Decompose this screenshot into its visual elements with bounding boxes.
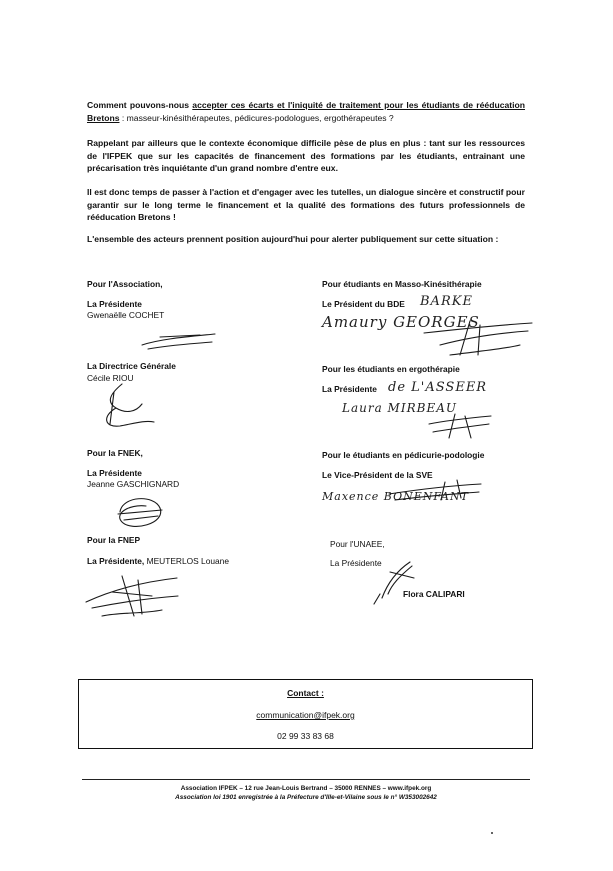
paragraph-question-underlined: accepter ces écarts et l'iniquité de traitement pour les étudiants de rééducation Bretons [87, 100, 526, 123]
contact-phone: 02 99 33 83 68 [277, 731, 334, 741]
contact-box [78, 679, 533, 749]
dg-name: Cécile RIOU [87, 373, 134, 383]
association-signature [140, 325, 220, 355]
association-role: La Présidente [87, 299, 142, 309]
ergo-signature [425, 412, 495, 442]
podo-role: Le Vice-Président de la SVE [322, 470, 433, 480]
contact-email[interactable]: communication@ifpek.org [256, 710, 355, 720]
footer-registration: Association loi 1901 enregistrée à la Préfecture d'Ille-et-Vilaine sous le n° W353002642 [175, 794, 437, 801]
paragraph-question [87, 99, 525, 124]
fnep-line [87, 556, 229, 567]
association-org: Pour l'Association, [87, 279, 163, 289]
podo-handwritten-1: Maxence BONENFANT [322, 490, 469, 503]
footer-divider [82, 779, 530, 780]
fnek-signature [110, 492, 170, 534]
footer-address: Association IFPEK – 12 rue Jean-Louis Bertrand – 35000 RENNES – www.ifpek.org [180, 785, 432, 792]
fnek-org: Pour la FNEK, [87, 448, 143, 458]
unaee-org: Pour l'UNAEE, [330, 539, 385, 549]
paragraph-question-start: Comment pouvons-nous [87, 100, 193, 110]
ergo-org: Pour les étudiants en ergothérapie [322, 364, 460, 374]
mk-signature [420, 315, 535, 360]
paragraph-action: Il est donc temps de passer à l'action et d'engager avec les tutelles, un dialogue sincère et constructif pour garantir sur le long terme le financement et la qualité des formations des futurs professionnels de rééducation Bretons ! [87, 187, 525, 222]
fnep-role: La Présidente, [87, 556, 145, 566]
fnep-name: MEUTERLOS Louane [146, 556, 229, 566]
fnek-role: La Présidente [87, 468, 142, 478]
dg-signature [92, 382, 162, 432]
mk-org: Pour étudiants en Masso-Kinésithérapie [322, 279, 482, 289]
mk-role: Le Président du BDE [322, 299, 405, 309]
fnep-org: Pour la FNEP [87, 535, 141, 545]
paragraph-question-end: : masseur-kinésithérapeutes, pédicures-podologues, ergothérapeutes ? [119, 112, 394, 123]
unaee-signature [370, 558, 420, 608]
ergo-role: La Présidente [322, 384, 377, 394]
unaee-role: La Présidente [330, 558, 382, 568]
association-name: Gwenaëlle COCHET [87, 310, 165, 320]
scan-speck [491, 832, 493, 834]
ergo-handwritten-2: Laura MIRBEAU [342, 401, 457, 415]
fnek-name: Jeanne GASCHIGNARD [87, 479, 180, 489]
paragraph-context: Rappelant par ailleurs que le contexte économique difficile pèse de plus en plus : tant sur les ressources de l'IFPEK que sur les capacités de financement des formations par les étudiants, entrainant une précarisation très inquiétante d'un grand nombre d'entre eux. [87, 138, 525, 173]
ergo-handwritten-1: de L'ASSEER [388, 380, 488, 395]
fnep-signature [82, 572, 182, 622]
contact-title: Contact : [287, 688, 324, 698]
mk-handwritten-2: Amaury GEORGES [322, 313, 480, 331]
paragraph-position: L'ensemble des acteurs prennent position aujourd'hui pour alerter publiquement sur cette situation : [87, 234, 499, 244]
dg-role: La Directrice Générale [87, 361, 176, 371]
podo-signature [385, 478, 485, 506]
mk-handwritten-1: BARKE [420, 294, 473, 309]
podo-org: Pour le étudiants en pédicurie-podologie [322, 450, 485, 460]
unaee-name: Flora CALIPARI [403, 589, 465, 599]
